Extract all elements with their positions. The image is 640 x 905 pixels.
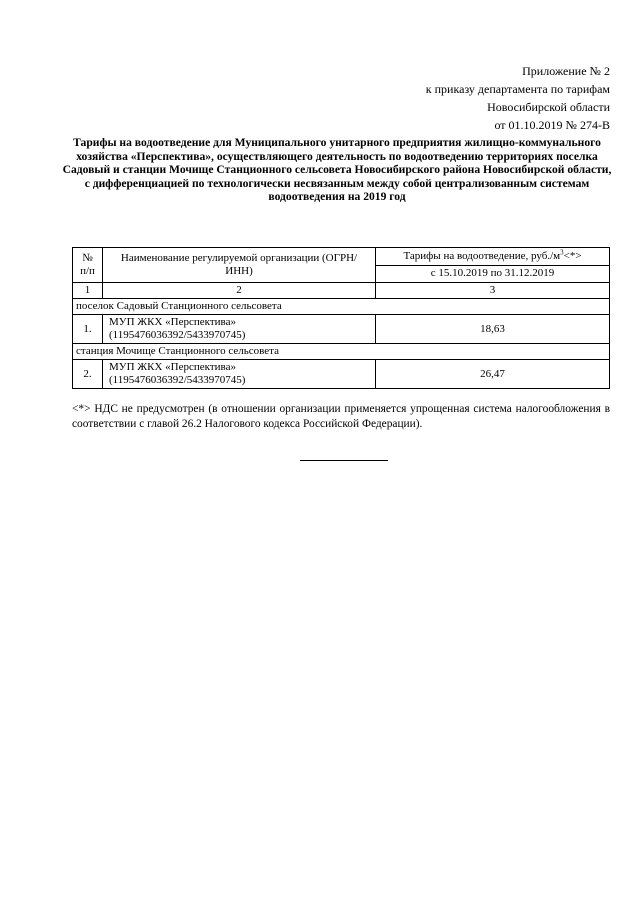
header-tariff-prefix: Тарифы на водоотведение, руб./м <box>403 249 561 262</box>
appendix-line-2: к приказу департамента по тарифам <box>425 82 610 96</box>
header-tariff-suffix: <*> <box>563 249 582 262</box>
footnote: <*> НДС не предусмотрен (в отношении организации применяется упрощенная система налогообложения в соответствии с главой 26.2 Налогового кодекса Российской Федерации). <box>72 403 610 430</box>
header-num-symbol: № <box>82 252 93 264</box>
table-row <box>73 360 610 389</box>
header-tariff-cell <box>376 248 610 266</box>
table-header-row <box>73 248 610 266</box>
row-num: 1. <box>73 315 103 344</box>
closing-divider-line <box>300 460 388 461</box>
header-num-abbrev: п/п <box>80 265 95 277</box>
row-org-cell <box>103 315 376 344</box>
appendix-line-1: Приложение № 2 <box>522 64 610 78</box>
appendix-line-4: от 01.10.2019 № 274-В <box>494 118 610 132</box>
row-org-cell <box>103 360 376 389</box>
row-tariff: 26,47 <box>376 360 610 389</box>
appendix-line-3: Новосибирской области <box>487 100 610 114</box>
column-number-2: 2 <box>103 283 376 299</box>
table-row <box>73 315 610 344</box>
header-org-cell: Наименование регулируемой организации (ОГРН/ИНН) <box>103 248 376 283</box>
appendix-header <box>426 62 610 134</box>
column-number-3: 3 <box>376 283 610 299</box>
section-title: станция Мочище Станционного сельсовета <box>73 344 610 360</box>
row-tariff: 18,63 <box>376 315 610 344</box>
section-row-sadovy <box>73 299 610 315</box>
column-number-row <box>73 283 610 299</box>
column-number-1: 1 <box>73 283 103 299</box>
header-num-cell <box>73 248 103 283</box>
row-org-ids: (1195476036392/5433970745) <box>109 329 246 341</box>
header-period-cell: с 15.10.2019 по 31.12.2019 <box>376 265 610 283</box>
section-row-mochische <box>73 344 610 360</box>
document-title: Тарифы на водоотведение для Муниципального унитарного предприятия жилищно-коммунального хозяйства «Перспектива», осуществляющего деятельность по водоотведению территориях поселка Садовый и станции Мочище Станционного сельсовета Новосибирского района Новосибирской области, с дифференциацией по технологически несвязанным между собой централизованным системам водоотведения на 2019 год <box>62 136 612 204</box>
row-num: 2. <box>73 360 103 389</box>
header-tariff-sup: 3 <box>560 248 564 257</box>
row-org-name: МУП ЖКХ «Перспектива» <box>109 316 236 328</box>
row-org-ids: (1195476036392/5433970745) <box>109 374 246 386</box>
tariff-table <box>72 247 610 389</box>
row-org-name: МУП ЖКХ «Перспектива» <box>109 361 236 373</box>
section-title: поселок Садовый Станционного сельсовета <box>73 299 610 315</box>
